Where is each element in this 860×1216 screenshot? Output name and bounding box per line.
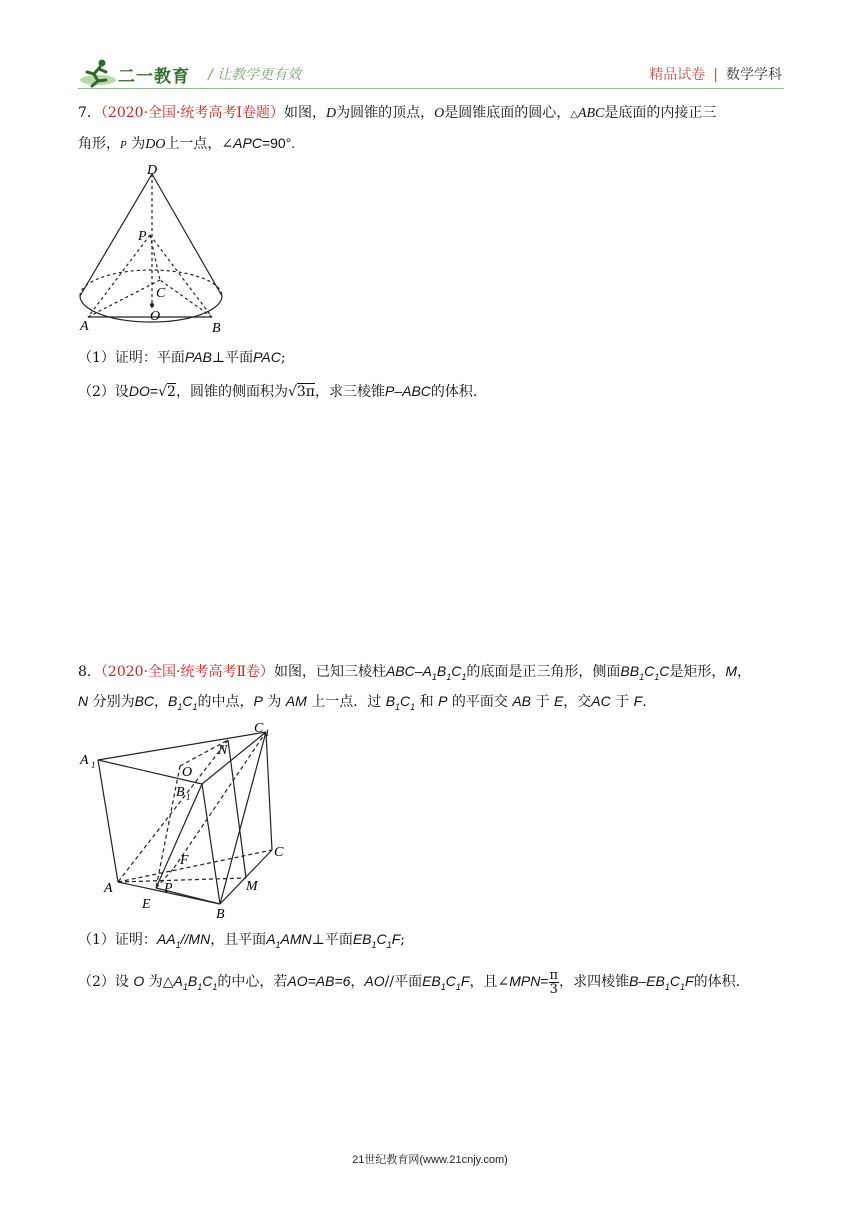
svg-text:O: O (182, 765, 193, 780)
svg-text:B: B (176, 785, 185, 800)
svg-text:C: C (254, 721, 264, 736)
svg-text:B: B (216, 907, 225, 922)
header-right (649, 64, 782, 84)
q8-source: （2020·全国·统考高考Ⅱ卷） (100, 664, 274, 680)
svg-text:C: C (156, 286, 166, 301)
q8-stem-line1: 8．（2020·全国·统考高考Ⅱ卷）如图，已知三棱柱ABC–$A_1B_1C_1$的底面是正三角形，侧面$BB_1C_1C$是矩形，M， (78, 663, 752, 682)
svg-text:D: D (147, 163, 158, 178)
prism-figure (76, 712, 296, 924)
header-separator: | (713, 67, 718, 83)
sqrt2: √2 (158, 384, 176, 400)
q7-source: （2020·全国·统考高考Ⅰ卷题） (100, 105, 284, 121)
svg-text:A: A (104, 881, 113, 896)
svg-text:1: 1 (91, 760, 96, 770)
fraction-pi-over-3: $\frac{\pi}{3}$ (549, 967, 559, 997)
header-label: 精品试卷 (649, 67, 706, 83)
svg-text:P: P (138, 229, 147, 244)
svg-text:A: A (80, 319, 89, 334)
svg-text:1: 1 (186, 792, 191, 802)
svg-text:1: 1 (265, 728, 270, 738)
q8-part2: （2）设 O 为$\triangle A_1B_1C_1$的中心，若AO=AB=6，AO//平面$EB_1C_1F$，且∠MPN= $\frac{\pi}{3}$ ，求四棱锥$B-EB_1C_1F$的体积. (78, 967, 741, 997)
q7-part1: （1）证明：平面PAB⊥平面PAC; (78, 349, 286, 366)
sqrt3pi: √3π (287, 384, 315, 400)
header-subject: 数学学科 (726, 67, 782, 83)
svg-text:M: M (246, 879, 258, 894)
svg-text:O: O (150, 309, 161, 324)
q7-part2: （2）设DO=√2，圆锥的侧面积为√3π，求三棱锥P–ABC的体积. (78, 383, 478, 400)
svg-text:A: A (80, 753, 89, 768)
svg-text:E: E (142, 897, 151, 912)
svg-text:C: C (274, 845, 284, 860)
svg-text:F: F (180, 853, 189, 868)
header-divider (78, 88, 784, 89)
svg-text:B: B (212, 321, 221, 336)
q8-stem-line2: N 分别为BC，$B_1C_1$的中点，P 为 AM 上一点．过 $B_1C_1$ 和 P 的平面交 AB 于 E，交AC 于 F. (78, 693, 647, 712)
runner-logo-icon (78, 58, 118, 88)
footer-source: 21世纪教育网(www.21cnjy.com) (352, 1154, 508, 1166)
cone-figure (72, 160, 242, 340)
q7-stem-line1: 7．（2020·全国·统考高考Ⅰ卷题）如图，D为圆锥的顶点，O是圆锥底面的圆心，△ABC是底面的内接正三 (78, 105, 717, 121)
svg-text:N: N (218, 743, 228, 758)
svg-text:P: P (164, 881, 173, 896)
logo-text: 二一教育 (118, 67, 190, 87)
q8-part1: （1）证明：$AA_1//MN$，且平面$A_1AMN\perp$平面$EB_1C_1F$; (78, 931, 405, 950)
q7-stem-line2: 角形，P 为DO上一点，∠APC=90°. (78, 135, 296, 152)
slogan: / 让教学更有效 (208, 67, 302, 83)
